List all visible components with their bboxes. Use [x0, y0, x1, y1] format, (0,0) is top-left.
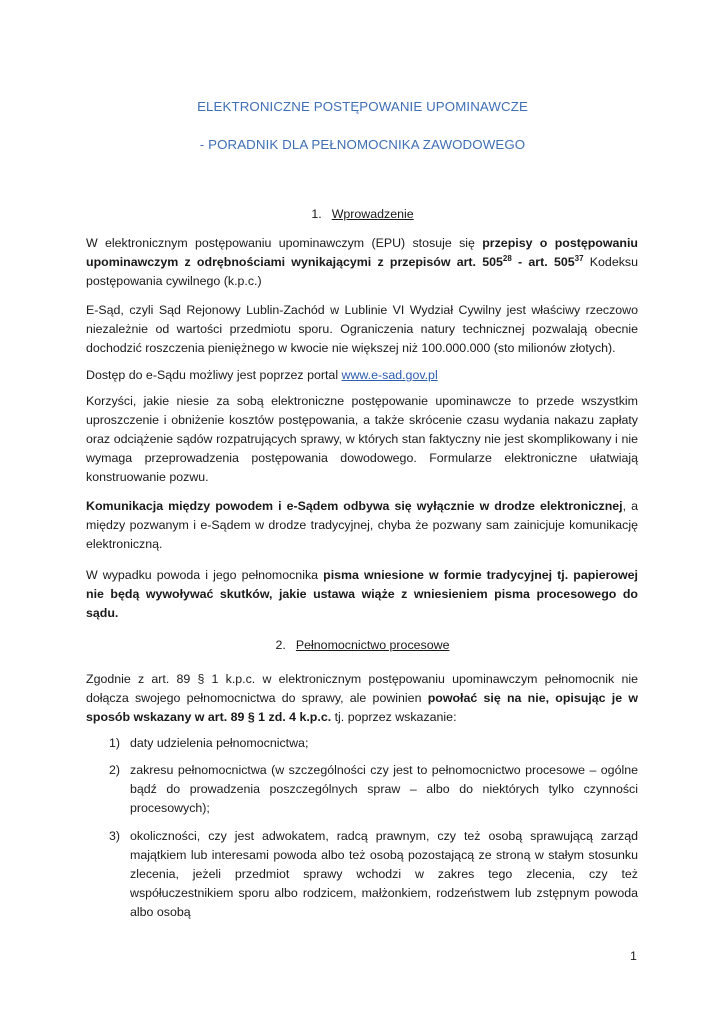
- text-run: W elektronicznym postępowaniu upominawczym (EPU) stosuje się: [86, 236, 483, 250]
- bold-text: pisma wniesione w formie tradycyjnej tj. papierowej nie będą wywoływać skutków, jakie ustawa wiąże z wniesieniem pisma procesowego do sądu.: [86, 568, 638, 620]
- text-run: tj. poprzez wskazanie:: [331, 710, 457, 724]
- bold-text: przepisy o postępowaniu upominawczym z odrębnościami wynikającymi z przepisów art. 505: [86, 236, 638, 269]
- numbered-list: [86, 734, 638, 753]
- text-run: W wypadku powoda i jego pełnomocnika: [86, 568, 324, 582]
- bold-text: - art. 505: [511, 255, 575, 269]
- paragraph-portal-access: [86, 366, 638, 385]
- text-run: Dostęp do e-Sądu możliwy jest poprzez portal: [86, 368, 342, 382]
- bold-text: Komunikacja między powodem i e-Sądem odbywa się wyłącznie w drodze elektronicznej: [86, 499, 623, 513]
- paragraph-benefits: Korzyści, jakie niesie za sobą elektroniczne postępowanie upominawcze to przede wszystkim uproszczenie i obniżenie kosztów postępowania, a także skrócenie czasu wydania nakazu zapłaty oraz odciążenie sądów rozpatrujących sprawy, w których stan faktyczny nie jest skomplikowany i nie wymaga przeprowadzenia postępowania dowodowego. Formularze elektroniczne ułatwiają konstruowanie pozwu.: [86, 394, 638, 484]
- list-item-text: zakresu pełnomocnictwa (w szczególności czy jest to pełnomocnictwo procesowe – ogólne bądź do prowadzenia poszczególnych spraw – albo do niektórych tylko czynności procesowych);: [130, 763, 638, 815]
- section-number: 1.: [311, 207, 322, 221]
- section-title: Wprowadzenie: [331, 207, 414, 221]
- document-subtitle: - PORADNIK DLA PEŁNOMOCNIKA ZAWODOWEGO: [199, 137, 526, 152]
- list-number: 1): [109, 736, 121, 750]
- list-item: [86, 734, 638, 753]
- section-title: Pełnomocnictwo procesowe: [295, 638, 450, 652]
- document-title: ELEKTRONICZNE POSTĘPOWANIE UPOMINAWCZE: [197, 99, 528, 114]
- text-run: , a między pozwanym i e-Sądem w drodze tradycyjnej, chyba że pozwany sam zainicjuje komunikację elektroniczną.: [86, 499, 638, 551]
- paragraph-epu-rules: [86, 234, 638, 291]
- list-item: [86, 827, 638, 922]
- list-item: [86, 761, 638, 818]
- text-run: Kodeksu postępowania cywilnego (k.p.c.): [86, 255, 638, 288]
- bold-text: powołać się na nie, opisując je w sposób wskazany w art. 89 § 1 zd. 4 k.p.c.: [86, 691, 638, 724]
- paragraph-communication: [86, 497, 638, 554]
- section-heading-power-of-attorney: [0, 636, 725, 655]
- superscript: 28: [502, 253, 512, 263]
- list-number: 2): [109, 763, 121, 777]
- list-item-text: okoliczności, czy jest adwokatem, radcą prawnym, czy też osobą sprawującą zarząd majątkiem lub interesami powoda albo też osobą pozostającą ze stroną w stałym stosunku zlecenia, jeżeli przedmiot sprawy wchodzi w zakres tego zlecenia, czy też współuczestnikiem sporu albo rodzicem, małżonkiem, rodzeństwem lub zstępnym powoda albo osobą: [130, 829, 638, 919]
- section-heading-introduction: [0, 205, 725, 224]
- numbered-list: [86, 827, 638, 922]
- list-item-text: daty udzielenia pełnomocnictwa;: [130, 736, 309, 750]
- list-number: 3): [109, 829, 121, 843]
- paragraph-paper-filings: [86, 566, 638, 623]
- paragraph-art-89: [86, 670, 638, 727]
- text-run: Zgodnie z art. 89 § 1 k.p.c. w elektronicznym postępowaniu upominawczym pełnomocnik nie dołącza swojego pełnomocnictwa do sprawy, ale powinien: [86, 672, 638, 705]
- section-number: 2.: [275, 638, 286, 652]
- portal-link[interactable]: www.e-sad.gov.pl: [341, 368, 438, 382]
- superscript: 37: [574, 253, 584, 263]
- page-number: 1: [630, 949, 637, 963]
- numbered-list: [86, 761, 638, 818]
- paragraph-e-sad-jurisdiction: E-Sąd, czyli Sąd Rejonowy Lublin-Zachód w Lublinie VI Wydział Cywilny jest właściwy rzeczowo niezależnie od wartości przedmiotu sporu. Ograniczenia natury technicznej pozwalają obecnie dochodzić roszczenia pieniężnego w kwocie nie większej niż 100.000.000 (sto milionów złotych).: [86, 303, 638, 355]
